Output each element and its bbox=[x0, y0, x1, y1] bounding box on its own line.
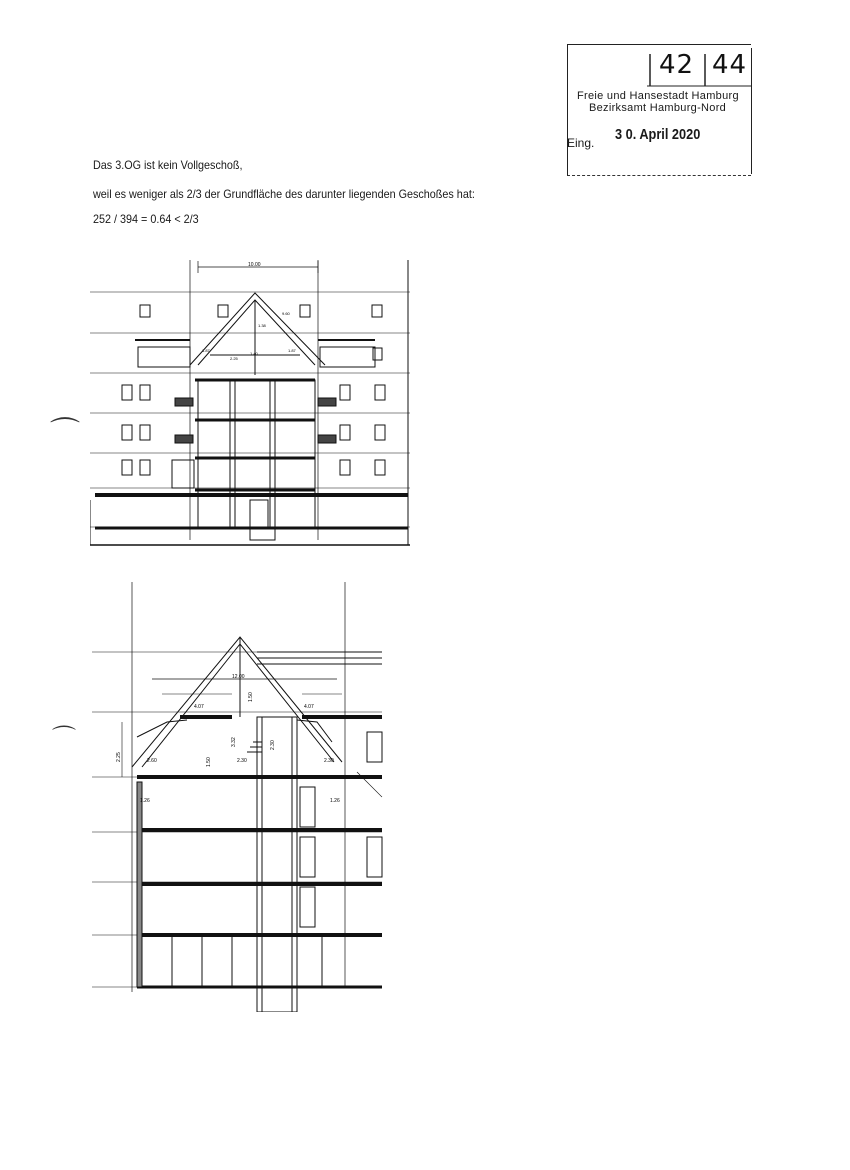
section-drawing bbox=[92, 582, 387, 1012]
elevation-dim-1: 1.38 bbox=[258, 323, 266, 328]
stamp-handwritten-right: 44 bbox=[712, 50, 748, 80]
section-dim-10: 2.30 bbox=[324, 758, 334, 764]
margin-mark-2: ⌒ bbox=[52, 724, 76, 752]
elevation-dim-2: 1.87 bbox=[202, 348, 210, 353]
statement-line-1: Das 3.OG ist kein Vollgeschoß, bbox=[93, 158, 243, 172]
section-dim-7: 3.32 bbox=[231, 737, 237, 747]
statement-line-2: weil es weniger als 2/3 der Grundfläche des darunter liegenden Geschoßes hat: bbox=[93, 187, 475, 201]
section-dim-4: 2.25 bbox=[116, 752, 122, 762]
section-dim-3: 1.50 bbox=[248, 692, 254, 702]
section-dim-12: 1.26 bbox=[330, 798, 340, 804]
section-dim-9: 2.30 bbox=[270, 740, 276, 750]
section-dim-1: 4.07 bbox=[194, 704, 204, 710]
section-dim-8: 2.30 bbox=[237, 758, 247, 764]
section-dim-0: 12.00 bbox=[232, 674, 245, 680]
stamp-handwritten-left: 42 bbox=[659, 50, 695, 80]
stamp-eing-label: Eing. bbox=[567, 136, 595, 150]
stamp-authority-line1: Freie und Hansestadt Hamburg bbox=[577, 90, 739, 102]
section-dim-6: 1.50 bbox=[206, 757, 212, 767]
elevation-dim-0: 9.60 bbox=[282, 311, 290, 316]
elevation-dim-4: 1.40 bbox=[250, 351, 258, 356]
section-dim-5: 2.60 bbox=[147, 758, 157, 764]
margin-mark-1: ⌒ bbox=[50, 416, 80, 451]
received-stamp bbox=[567, 44, 752, 176]
elevation-dim-3: 2.25 bbox=[230, 356, 238, 361]
elevation-drawing bbox=[90, 255, 420, 550]
elevation-top-dim: 10.00 bbox=[248, 262, 261, 268]
section-dim-11: 1.26 bbox=[140, 798, 150, 804]
section-dim-2: 4.07 bbox=[304, 704, 314, 710]
statement-line-3: 252 / 394 = 0.64 < 2/3 bbox=[93, 212, 199, 226]
stamp-authority-line2: Bezirksamt Hamburg-Nord bbox=[589, 102, 727, 114]
elevation-dim-5: 1.87 bbox=[288, 348, 296, 353]
stamp-date: 3 0. April 2020 bbox=[615, 126, 701, 143]
